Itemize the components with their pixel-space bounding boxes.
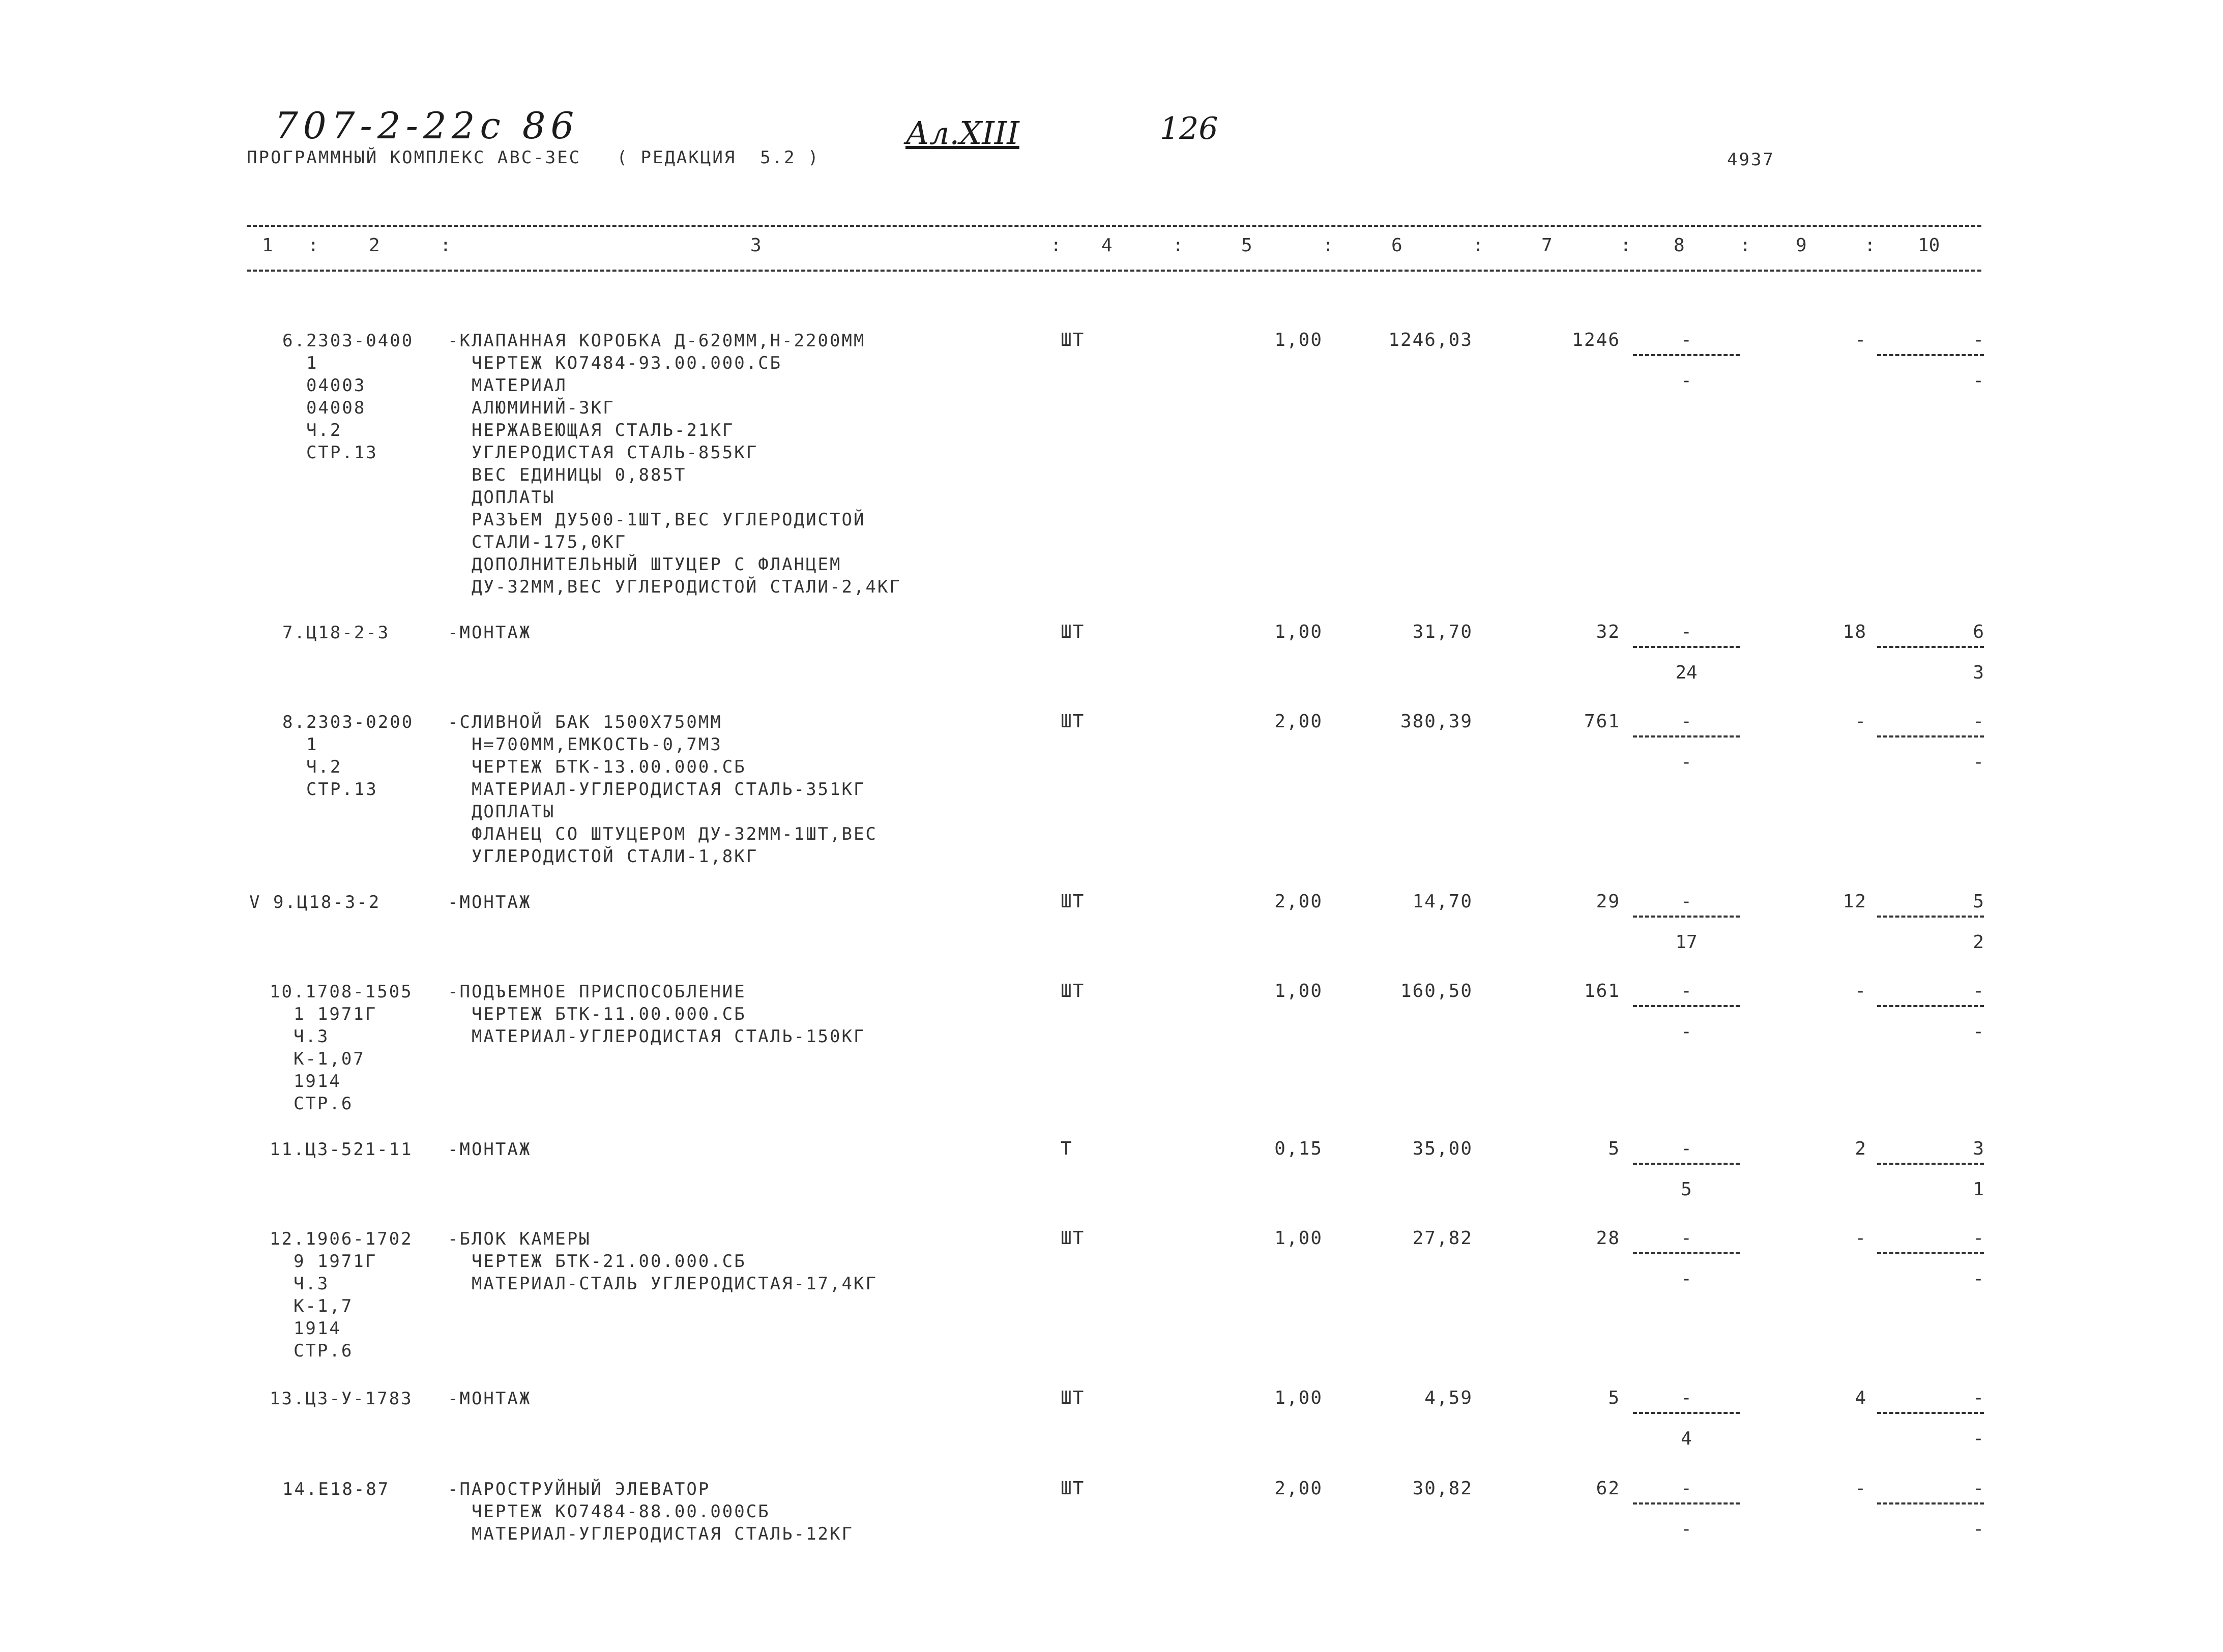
col-header-4: 4 — [1101, 235, 1113, 256]
col8-bottom: 24 — [1675, 662, 1698, 683]
row-unit-price: 1246,03 — [1388, 330, 1473, 350]
code-line: 11.Ц3-521-11 — [270, 1139, 413, 1160]
row-total: 29 — [1596, 891, 1620, 912]
row-code — [270, 981, 413, 1115]
code-line: 1914 — [270, 1071, 341, 1092]
table-top-rule — [247, 225, 1981, 227]
row-quantity: 1,00 — [1274, 1388, 1323, 1408]
row-description — [448, 330, 901, 598]
col8-top: - — [1681, 330, 1692, 350]
col10-bottom: - — [1973, 370, 1984, 391]
description-line: ДОПЛАТЫ — [448, 487, 555, 508]
col10-bar — [1877, 1502, 1984, 1504]
col8-bar — [1633, 1163, 1740, 1165]
description-line: -МОНТАЖ — [448, 623, 532, 643]
col8-top: - — [1681, 711, 1692, 732]
description-line: Н=700ММ,ЕМКОСТЬ-0,7М3 — [448, 734, 722, 755]
col8-fraction — [1633, 1228, 1740, 1289]
col10-bar — [1877, 916, 1984, 918]
row-code — [270, 1228, 413, 1362]
col10-fraction — [1877, 981, 1984, 1042]
col8-bottom: 17 — [1675, 932, 1698, 953]
col10-fraction — [1877, 891, 1984, 953]
row-total: 32 — [1596, 622, 1620, 642]
col10-fraction — [1877, 622, 1984, 683]
col10-bar — [1877, 1163, 1984, 1165]
description-line: ЧЕРТЕЖ БТК-11.00.000.СБ — [448, 1004, 746, 1024]
row-description — [448, 711, 877, 868]
table-header-rule — [247, 270, 1981, 272]
page-number: 126 — [1160, 111, 1218, 146]
row-col9: 12 — [1842, 891, 1867, 912]
code-line: 14.Е18-87 — [282, 1479, 390, 1499]
col-header-2: 2 — [369, 235, 380, 256]
col-header-6: 6 — [1391, 235, 1402, 256]
col10-fraction — [1877, 330, 1984, 391]
row-unit-price: 30,82 — [1412, 1478, 1473, 1499]
row-unit: ШТ — [1061, 1388, 1085, 1408]
row-quantity: 1,00 — [1274, 622, 1323, 642]
row-col9: - — [1855, 711, 1867, 732]
description-line: ДОПОЛНИТЕЛЬНЫЙ ШТУЦЕР С ФЛАНЦЕМ — [448, 554, 842, 575]
row-code — [282, 711, 414, 801]
row-unit-price: 31,70 — [1412, 622, 1473, 642]
col8-top: - — [1681, 891, 1692, 912]
col10-top: 6 — [1973, 622, 1984, 642]
row-description — [448, 891, 531, 913]
row-col9: - — [1855, 1228, 1867, 1249]
col8-fraction — [1633, 330, 1740, 391]
col10-fraction — [1877, 1228, 1984, 1289]
row-unit: ШТ — [1061, 981, 1085, 1001]
row-unit-price: 27,82 — [1412, 1228, 1473, 1249]
col8-bottom: 5 — [1681, 1179, 1692, 1200]
description-line: -КЛАПАННАЯ КОРОБКА Д-620ММ,Н-2200ММ — [448, 331, 866, 351]
code-line: 8.2303-0200 — [282, 712, 414, 732]
row-unit: ШТ — [1061, 330, 1085, 350]
col8-fraction — [1633, 1388, 1740, 1449]
code-line: 10.1708-1505 — [270, 982, 413, 1002]
row-unit: ШТ — [1061, 1478, 1085, 1499]
col-header-8: 8 — [1674, 235, 1685, 256]
col8-fraction — [1633, 711, 1740, 773]
col10-bottom: - — [1973, 1268, 1984, 1289]
col8-top: - — [1681, 1478, 1692, 1499]
code-line: СТР.13 — [282, 779, 378, 800]
code-line: 13.Ц3-У-1783 — [270, 1389, 413, 1409]
description-line: ДОПЛАТЫ — [448, 802, 555, 822]
row-total: 62 — [1596, 1478, 1620, 1499]
col10-bottom: 2 — [1973, 932, 1984, 953]
row-unit-price: 35,00 — [1412, 1138, 1473, 1159]
row-quantity: 2,00 — [1274, 1478, 1323, 1499]
document-code: 707-2-22с 86 — [275, 104, 579, 147]
col8-fraction — [1633, 891, 1740, 953]
row-col9: 4 — [1855, 1388, 1867, 1408]
col-header-9: 9 — [1796, 235, 1807, 256]
description-line: АЛЮМИНИЙ-3КГ — [448, 398, 615, 418]
description-line: ЧЕРТЕЖ КО7484-93.00.000.СБ — [448, 353, 782, 373]
col8-fraction — [1633, 622, 1740, 683]
description-line: НЕРЖАВЕЮЩАЯ СТАЛЬ-21КГ — [448, 420, 735, 440]
col10-fraction — [1877, 1138, 1984, 1200]
col8-bottom: 4 — [1681, 1428, 1692, 1449]
row-description — [448, 981, 865, 1048]
row-unit: ШТ — [1061, 622, 1085, 642]
description-line: -БЛОК КАМЕРЫ — [448, 1229, 591, 1249]
program-title: ПРОГРАММНЫЙ КОМПЛЕКС АВС-3ЕС ( РЕДАКЦИЯ 5.2 ) — [247, 148, 820, 168]
code-line: Ч.3 — [270, 1274, 330, 1294]
description-line: ФЛАНЕЦ СО ШТУЦЕРОМ ДУ-32ММ-1ШТ,ВЕС — [448, 824, 877, 844]
code-line: СТР.13 — [282, 442, 378, 463]
row-code — [282, 330, 414, 464]
description-line: -МОНТАЖ — [448, 892, 532, 912]
row-description — [448, 1388, 531, 1410]
description-line: ЧЕРТЕЖ БТК-21.00.000.СБ — [448, 1251, 746, 1272]
code-line: К-1,07 — [270, 1049, 365, 1069]
row-quantity: 2,00 — [1274, 711, 1323, 732]
row-code — [249, 891, 381, 913]
col8-top: - — [1681, 1138, 1692, 1159]
row-col9: - — [1855, 981, 1867, 1001]
col10-top: - — [1973, 1478, 1984, 1499]
row-unit-price: 160,50 — [1400, 981, 1473, 1001]
col8-bottom: - — [1681, 1268, 1692, 1289]
description-line: ЧЕРТЕЖ БТК-13.00.000.СБ — [448, 757, 746, 777]
col8-bar — [1633, 916, 1740, 918]
col8-fraction — [1633, 981, 1740, 1042]
row-total: 161 — [1584, 981, 1620, 1001]
col8-bottom: - — [1681, 370, 1692, 391]
description-line: ДУ-32ММ,ВЕС УГЛЕРОДИСТОЙ СТАЛИ-2,4КГ — [448, 577, 901, 597]
col-header-3: 3 — [750, 235, 762, 256]
row-unit-price: 4,59 — [1424, 1388, 1473, 1408]
row-unit: ШТ — [1061, 891, 1085, 912]
description-line: МАТЕРИАЛ-СТАЛЬ УГЛЕРОДИСТАЯ-17,4КГ — [448, 1274, 877, 1294]
description-line: СТАЛИ-175,0КГ — [448, 532, 627, 552]
code-line: Ч.3 — [270, 1026, 330, 1047]
col10-bar — [1877, 354, 1984, 356]
row-total: 5 — [1608, 1388, 1620, 1408]
description-line: РАЗЪЕМ ДУ500-1ШТ,ВЕС УГЛЕРОДИСТОЙ — [448, 510, 866, 530]
col10-bar — [1877, 1412, 1984, 1414]
row-code — [270, 1388, 413, 1410]
description-line: МАТЕРИАЛ-УГЛЕРОДИСТАЯ СТАЛЬ-12КГ — [448, 1524, 854, 1544]
col-header-7: 7 — [1541, 235, 1553, 256]
description-line: -ПАРОСТРУЙНЫЙ ЭЛЕВАТОР — [448, 1479, 711, 1499]
col10-top: - — [1973, 1388, 1984, 1408]
col8-bar — [1633, 354, 1740, 356]
col8-top: - — [1681, 1388, 1692, 1408]
row-code — [282, 1478, 390, 1500]
row-total: 5 — [1608, 1138, 1620, 1159]
col-header-1: 1 — [262, 235, 273, 256]
row-col9: 2 — [1855, 1138, 1867, 1159]
code-line: 7.Ц18-2-3 — [282, 623, 390, 643]
col10-bottom: - — [1973, 1021, 1984, 1042]
code-line: 04008 — [282, 398, 366, 418]
description-line: -ПОДЪЕМНОЕ ПРИСПОСОБЛЕНИЕ — [448, 982, 746, 1002]
col8-bottom: - — [1681, 1021, 1692, 1042]
description-line: УГЛЕРОДИСТАЯ СТАЛЬ-855КГ — [448, 442, 758, 463]
col10-fraction — [1877, 711, 1984, 773]
col8-top: - — [1681, 981, 1692, 1001]
col8-bottom: - — [1681, 1519, 1692, 1540]
col10-top: - — [1973, 711, 1984, 732]
code-line: 1914 — [270, 1318, 341, 1339]
row-total: 1246 — [1572, 330, 1620, 350]
code-line: 9 1971Г — [270, 1251, 377, 1272]
col10-top: 5 — [1973, 891, 1984, 912]
row-col9: 18 — [1842, 622, 1867, 642]
code-line: 6.2303-0400 — [282, 331, 414, 351]
description-line: -МОНТАЖ — [448, 1139, 532, 1160]
col10-top: - — [1973, 1228, 1984, 1249]
row-quantity: 1,00 — [1274, 330, 1323, 350]
col8-bar — [1633, 646, 1740, 648]
code-line: СТР.6 — [270, 1094, 354, 1114]
row-col9: - — [1855, 330, 1867, 350]
col8-bar — [1633, 1252, 1740, 1254]
album-number: Ал.XIII — [905, 114, 1019, 152]
row-col9: - — [1855, 1478, 1867, 1499]
row-code — [282, 622, 390, 644]
col8-bar — [1633, 1005, 1740, 1007]
code-line: 1 — [282, 734, 318, 755]
code-line: К-1,7 — [270, 1296, 354, 1316]
row-unit: ШТ — [1061, 1228, 1085, 1249]
col8-top: - — [1681, 622, 1692, 642]
row-total: 28 — [1596, 1228, 1620, 1249]
col10-bar — [1877, 735, 1984, 738]
description-line: МАТЕРИАЛ — [448, 375, 567, 396]
row-quantity: 0,15 — [1274, 1138, 1323, 1159]
col10-top: - — [1973, 981, 1984, 1001]
row-description — [448, 1228, 877, 1295]
code-line: 1 1971Г — [270, 1004, 377, 1024]
row-unit-price: 14,70 — [1412, 891, 1473, 912]
col10-top: 3 — [1973, 1138, 1984, 1159]
description-line: УГЛЕРОДИСТОЙ СТАЛИ-1,8КГ — [448, 846, 758, 867]
code-line: СТР.6 — [270, 1341, 354, 1361]
col8-bottom: - — [1681, 752, 1692, 773]
row-description — [448, 1478, 854, 1545]
col-header-10: 10 — [1918, 235, 1940, 256]
code-line: 1 — [282, 353, 318, 373]
row-unit-price: 380,39 — [1400, 711, 1473, 732]
description-line: МАТЕРИАЛ-УГЛЕРОДИСТАЯ СТАЛЬ-351КГ — [448, 779, 866, 800]
row-quantity: 2,00 — [1274, 891, 1323, 912]
col8-fraction — [1633, 1478, 1740, 1540]
col10-bar — [1877, 1252, 1984, 1254]
row-description — [448, 1138, 531, 1161]
row-description — [448, 622, 531, 644]
row-unit: ШТ — [1061, 711, 1085, 732]
col10-fraction — [1877, 1478, 1984, 1540]
description-line: ВЕС ЕДИНИЦЫ 0,885Т — [448, 465, 687, 485]
code-line: V 9.Ц18-3-2 — [249, 892, 381, 912]
col10-bottom: - — [1973, 1428, 1984, 1449]
row-total: 761 — [1584, 711, 1620, 732]
row-code — [270, 1138, 413, 1161]
col10-bar — [1877, 1005, 1984, 1007]
col8-fraction — [1633, 1138, 1740, 1200]
col8-bar — [1633, 735, 1740, 738]
col10-top: - — [1973, 330, 1984, 350]
row-quantity: 1,00 — [1274, 981, 1323, 1001]
code-line: Ч.2 — [282, 420, 342, 440]
col8-bar — [1633, 1412, 1740, 1414]
code-line: Ч.2 — [282, 757, 342, 777]
row-unit: Т — [1061, 1138, 1073, 1159]
col10-bottom: 3 — [1973, 662, 1984, 683]
description-line: -МОНТАЖ — [448, 1389, 532, 1409]
col10-bottom: - — [1973, 752, 1984, 773]
description-line: ЧЕРТЕЖ КО7484-88.00.000СБ — [448, 1501, 770, 1522]
code-line: 12.1906-1702 — [270, 1229, 413, 1249]
code-line: 04003 — [282, 375, 366, 396]
col10-fraction — [1877, 1388, 1984, 1449]
sheet-number: 4937 — [1727, 150, 1775, 170]
row-quantity: 1,00 — [1274, 1228, 1323, 1249]
col10-bar — [1877, 646, 1984, 648]
col8-top: - — [1681, 1228, 1692, 1249]
description-line: -СЛИВНОЙ БАК 1500Х750ММ — [448, 712, 722, 732]
col10-bottom: 1 — [1973, 1179, 1984, 1200]
col8-bar — [1633, 1502, 1740, 1504]
description-line: МАТЕРИАЛ-УГЛЕРОДИСТАЯ СТАЛЬ-150КГ — [448, 1026, 866, 1047]
col10-bottom: - — [1973, 1519, 1984, 1540]
col-header-5: 5 — [1241, 235, 1252, 256]
